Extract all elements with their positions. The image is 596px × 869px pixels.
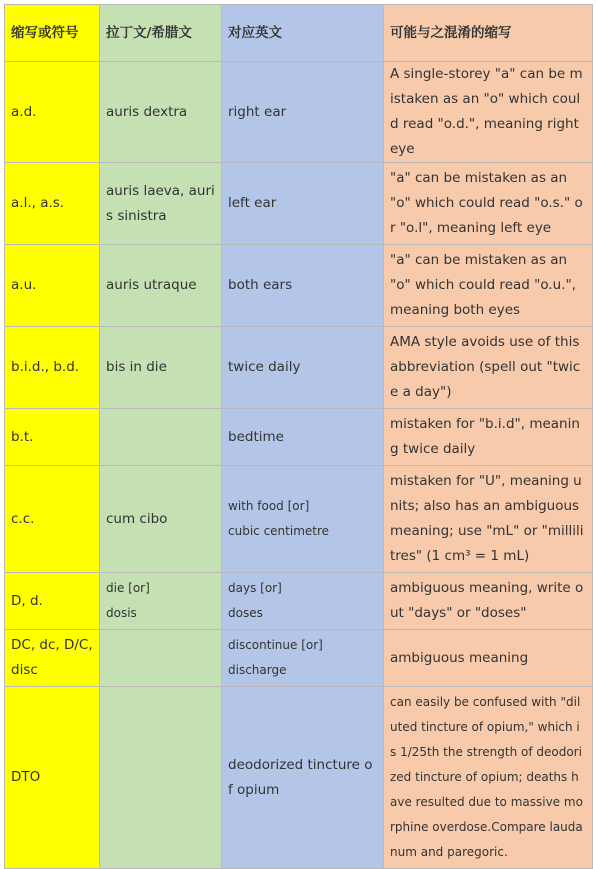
latin-text: die [or] <box>106 581 150 595</box>
english-cell <box>222 466 384 573</box>
latin-text: dosis <box>106 606 137 620</box>
english-text: left ear <box>228 195 277 211</box>
header-latin-greek: 拉丁文/希腊文 <box>100 5 222 62</box>
abbr-cell: a.l., a.s. <box>5 163 100 245</box>
latin-text: bis in die <box>106 359 167 375</box>
latin-text: cum cibo <box>106 510 168 527</box>
abbr-cell: DTO <box>5 687 100 869</box>
confusion-cell: "a" can be mistaken as an "o" which could read "o.u.", meaning both eyes <box>384 245 593 327</box>
english-text: both ears <box>228 277 293 293</box>
english-cell <box>222 62 384 163</box>
abbr-cell: a.d. <box>5 62 100 163</box>
confusion-cell: ambiguous meaning <box>384 630 593 687</box>
english-text: bedtime <box>228 428 284 445</box>
header-english: 对应英文 <box>222 5 384 62</box>
latin-text: auris laeva, auris sinistra <box>106 182 215 224</box>
english-text: days [or] <box>228 581 282 595</box>
latin-cell <box>100 466 222 573</box>
header-abbreviation: 缩写或符号 <box>5 5 100 62</box>
abbr-cell: c.c. <box>5 466 100 573</box>
latin-cell <box>100 409 222 466</box>
table-row <box>5 62 593 163</box>
english-text: discharge <box>228 663 287 677</box>
abbr-cell: b.i.d., b.d. <box>5 327 100 409</box>
confusion-cell: mistaken for "U", meaning units; also has an ambiguous meaning; use "mL" or "millilitres" (1 cm³ = 1 mL) <box>384 466 593 573</box>
english-cell <box>222 245 384 327</box>
abbreviation-table <box>4 4 593 869</box>
abbr-cell: D, d. <box>5 573 100 630</box>
english-cell <box>222 630 384 687</box>
latin-cell <box>100 630 222 687</box>
abbr-cell: a.u. <box>5 245 100 327</box>
latin-text: auris dextra <box>106 103 188 120</box>
latin-text: auris utraque <box>106 277 197 293</box>
english-text: right ear <box>228 103 287 120</box>
latin-cell <box>100 245 222 327</box>
latin-cell <box>100 687 222 869</box>
english-cell <box>222 163 384 245</box>
abbr-cell: DC, dc, D/C, disc <box>5 630 100 687</box>
english-text: cubic centimetre <box>228 524 330 538</box>
header-confusable: 可能与之混淆的缩写 <box>384 5 593 62</box>
table-row <box>5 327 593 409</box>
table-row <box>5 630 593 687</box>
english-text: discontinue [or] <box>228 638 323 652</box>
confusion-cell: A single-storey "a" can be mistaken as an "o" which could read "o.d.", meaning right eye <box>384 62 593 163</box>
english-cell <box>222 409 384 466</box>
english-cell <box>222 573 384 630</box>
header-row <box>5 5 593 62</box>
english-text: doses <box>228 606 263 620</box>
latin-cell <box>100 327 222 409</box>
latin-cell <box>100 62 222 163</box>
english-cell <box>222 327 384 409</box>
table-row <box>5 409 593 466</box>
english-text: with food [or] <box>228 499 310 513</box>
latin-cell <box>100 163 222 245</box>
confusion-cell: AMA style avoids use of this abbreviation (spell out "twice a day") <box>384 327 593 409</box>
english-text: twice daily <box>228 359 301 375</box>
table-row <box>5 163 593 245</box>
confusion-cell: can easily be confused with "diluted tincture of opium," which is 1/25th the strength of deodorized tincture of opium; deaths have resulted due to massive morphine overdose.Compare laudanum and paregoric. <box>384 687 593 869</box>
confusion-cell: ambiguous meaning, write out "days" or "doses" <box>384 573 593 630</box>
table-row <box>5 687 593 869</box>
table-row <box>5 466 593 573</box>
table-row <box>5 573 593 630</box>
latin-cell <box>100 573 222 630</box>
table-row <box>5 245 593 327</box>
english-cell <box>222 687 384 869</box>
english-text: deodorized tincture of opium <box>228 756 373 798</box>
confusion-cell: "a" can be mistaken as an "o" which could read "o.s." or "o.l", meaning left eye <box>384 163 593 245</box>
confusion-cell: mistaken for "b.i.d", meaning twice daily <box>384 409 593 466</box>
abbr-cell: b.t. <box>5 409 100 466</box>
